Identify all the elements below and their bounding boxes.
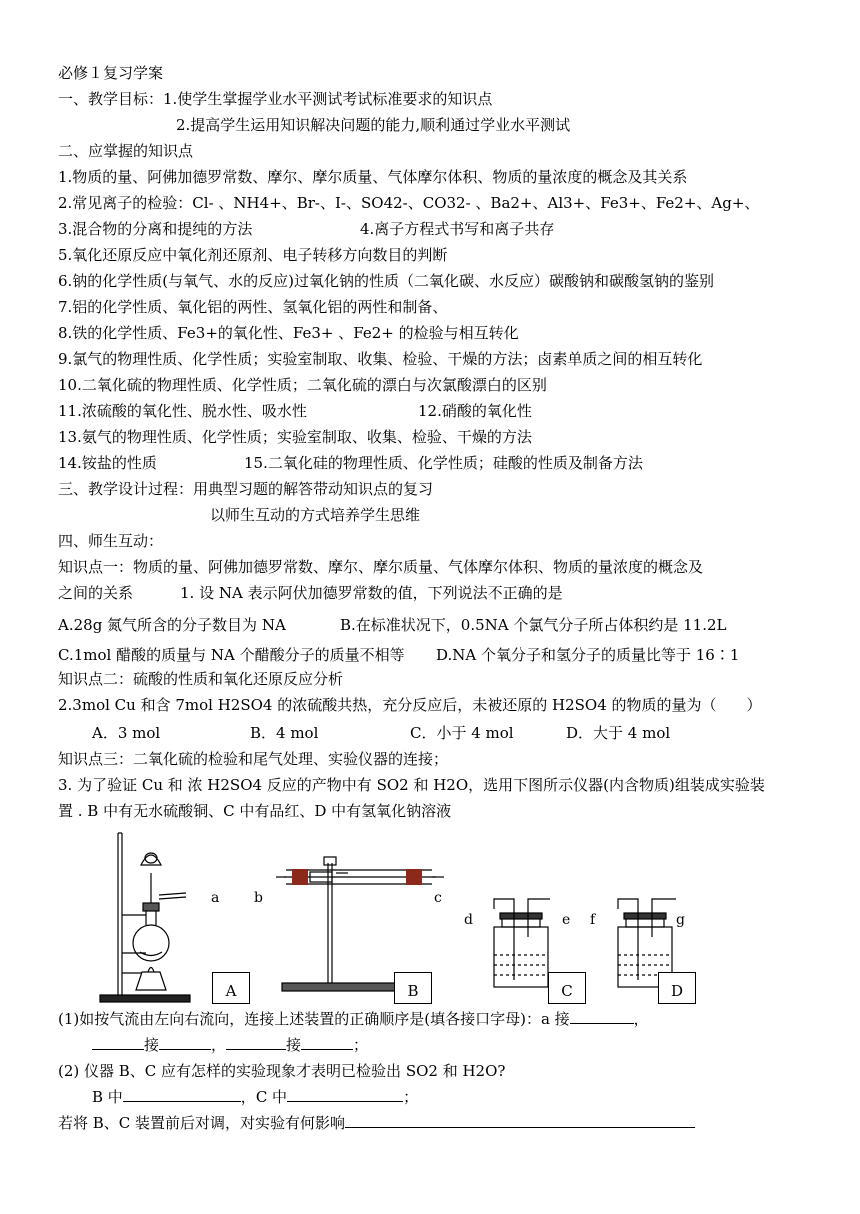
port-label-c: c	[434, 890, 442, 906]
port-label-a: a	[211, 890, 220, 906]
q3-part1-blank-2[interactable]	[92, 1034, 144, 1050]
q1-stem: 1. 设 NA 表示阿伏加德罗常数的值，下列说法不正确的是	[180, 584, 563, 602]
section2-heading: 二、应掌握的知识点	[58, 142, 194, 160]
apparatus-label-d: D	[658, 972, 696, 1004]
section3-heading: 三、教学设计过程：用典型习题的解答带动知识点的复习	[58, 480, 434, 498]
section1-item2: 2.提高学生运用知识解决问题的能力,顺利通过学业水平测试	[176, 116, 571, 134]
q1-option-d: D.NA 个氧分子和氢分子的质量比等于 16∶1	[436, 646, 740, 664]
q2-option-d: D．大于 4 mol	[566, 724, 671, 742]
point-12: 12.硝酸的氧化性	[418, 402, 532, 420]
q3-part3	[58, 1112, 695, 1134]
q3-part2-answers: B 中 ，C 中 ；	[92, 1088, 419, 1106]
q3-part1-connect-1: 接	[144, 1036, 160, 1054]
point-11: 11.浓硫酸的氧化性、脱水性、吸水性	[58, 402, 307, 420]
q2-option-c: C．小于 4 mol	[410, 724, 514, 742]
q3-part2-b-blank[interactable]	[123, 1086, 241, 1102]
kp3-heading: 知识点三：二氧化硫的检验和尾气处理、实验仪器的连接；	[58, 750, 449, 768]
point-5: 5.氧化还原反应中氧化剂还原剂、电子转移方向数目的判断	[58, 246, 448, 264]
point-1: 1.物质的量、阿佛加德罗常数、摩尔、摩尔质量、气体摩尔体积、物质的量浓度的概念及其关系	[58, 168, 688, 186]
point-2: 2.常见离子的检验：Cl- 、NH4+、Br-、I-、SO42-、CO32- 、Ba2+、Al3+、Fe3+、Fe2+、Ag+、	[58, 194, 760, 212]
point-10: 10.二氧化硫的物理性质、化学性质；二氧化硫的漂白与次氯酸漂白的区别	[58, 376, 547, 394]
q3-part2-c-label: C 中	[255, 1088, 288, 1106]
q3-part2-b-label: B 中	[92, 1088, 123, 1106]
point-8: 8.铁的化学性质、Fe3+的氧化性、Fe3+ 、Fe2+ 的检验与相互转化	[58, 324, 519, 342]
point-14: 14.铵盐的性质	[58, 454, 157, 472]
q1-option-c: C.1mol 醋酸的质量与 NA 个醋酸分子的质量不相等	[58, 646, 405, 664]
q3-part1-blank-4[interactable]	[226, 1034, 286, 1050]
point-7: 7.铝的化学性质、氧化铝的两性、氢氧化铝的两性和制备、	[58, 298, 448, 316]
port-label-g: g	[676, 912, 685, 928]
q3-part2: (2) 仪器 B、C 应有怎样的实验现象才表明已检验出 SO2 和 H2O?	[58, 1062, 506, 1080]
point-4: 4.离子方程式书写和离子共存	[360, 220, 555, 238]
point-3: 3.混合物的分离和提纯的方法	[58, 220, 253, 238]
q3-part1-line-b: 接 ， 接 ；	[92, 1034, 368, 1056]
q3-part3-blank[interactable]	[345, 1112, 695, 1128]
point-6: 6.钠的化学性质(与氧气、水的反应)过氧化钠的性质（二氧化碳、水反应）碳酸钠和碳酸氢钠的鉴别	[58, 272, 715, 290]
q3-stem-b: 置 . B 中有无水硫酸铜、C 中有品红、D 中有氢氧化钠溶液	[58, 802, 452, 820]
q3-part1-line-a: (1)如按气流由左向右流向，连接上述装置的正确顺序是(填各接口字母)：a 接 ，	[58, 1010, 649, 1028]
q3-part1-blank-1[interactable]	[570, 1008, 634, 1024]
q2-option-b: B．4 mol	[250, 724, 319, 742]
q3-part1-blank-3[interactable]	[159, 1034, 211, 1050]
port-label-b: b	[254, 890, 263, 906]
section1-heading: 一、教学目标：1.使学生掌握学业水平测试考试标准要求的知识点	[58, 90, 493, 108]
point-9: 9.氯气的物理性质、化学性质；实验室制取、收集、检验、干燥的方法；卤素单质之间的相互转化	[58, 350, 703, 368]
q1-option-b: B.在标准状况下，0.5NA 个氯气分子所占体积约是 11.2L	[340, 616, 727, 634]
q2-option-a: A．3 mol	[92, 724, 161, 742]
kp2-heading: 知识点二：硫酸的性质和氧化还原反应分析	[58, 670, 344, 688]
q3-part1-blank-5[interactable]	[301, 1034, 353, 1050]
point-15: 15.二氧化硅的物理性质、化学性质；硅酸的性质及制备方法	[244, 454, 643, 472]
q1-option-a: A.28g 氮气所含的分子数目为 NA	[58, 616, 286, 634]
apparatus-label-c: C	[548, 972, 586, 1004]
point-13: 13.氨气的物理性质、化学性质；实验室制取、收集、检验、干燥的方法	[58, 428, 532, 446]
q3-part1-text: (1)如按气流由左向右流向，连接上述装置的正确顺序是(填各接口字母)：a 接	[58, 1010, 570, 1028]
q3-part3-text: 若将 B、C 装置前后对调，对实验有何影响	[58, 1114, 346, 1132]
q3-stem-a: 3. 为了验证 Cu 和 浓 H2SO4 反应的产物中有 SO2 和 H2O，选用下图所示仪器(内含物质)组装成实验装	[58, 776, 765, 794]
section4-heading: 四、师生互动：	[58, 532, 164, 550]
doc-title: 必修１复习学案	[58, 64, 164, 82]
port-label-d: d	[464, 912, 473, 928]
q3-part1-connect-2: 接	[286, 1036, 302, 1054]
apparatus-label-b: B	[394, 972, 432, 1004]
apparatus-label-a: A	[212, 972, 250, 1004]
port-label-f: f	[590, 912, 596, 928]
port-label-e: e	[562, 912, 571, 928]
q3-part2-c-blank[interactable]	[287, 1086, 403, 1102]
kp1-line-b: 之间的关系	[58, 584, 134, 602]
section3-line2: 以师生互动的方式培养学生思维	[210, 506, 421, 524]
q2-stem: 2.3mol Cu 和含 7mol H2SO4 的浓硫酸共热，充分反应后，未被还原的 H2SO4 的物质的量为（ ）	[58, 696, 762, 714]
kp1-line-a: 知识点一：物质的量、阿佛加德罗常数、摩尔、摩尔质量、气体摩尔体积、物质的量浓度的概念及	[58, 558, 704, 576]
